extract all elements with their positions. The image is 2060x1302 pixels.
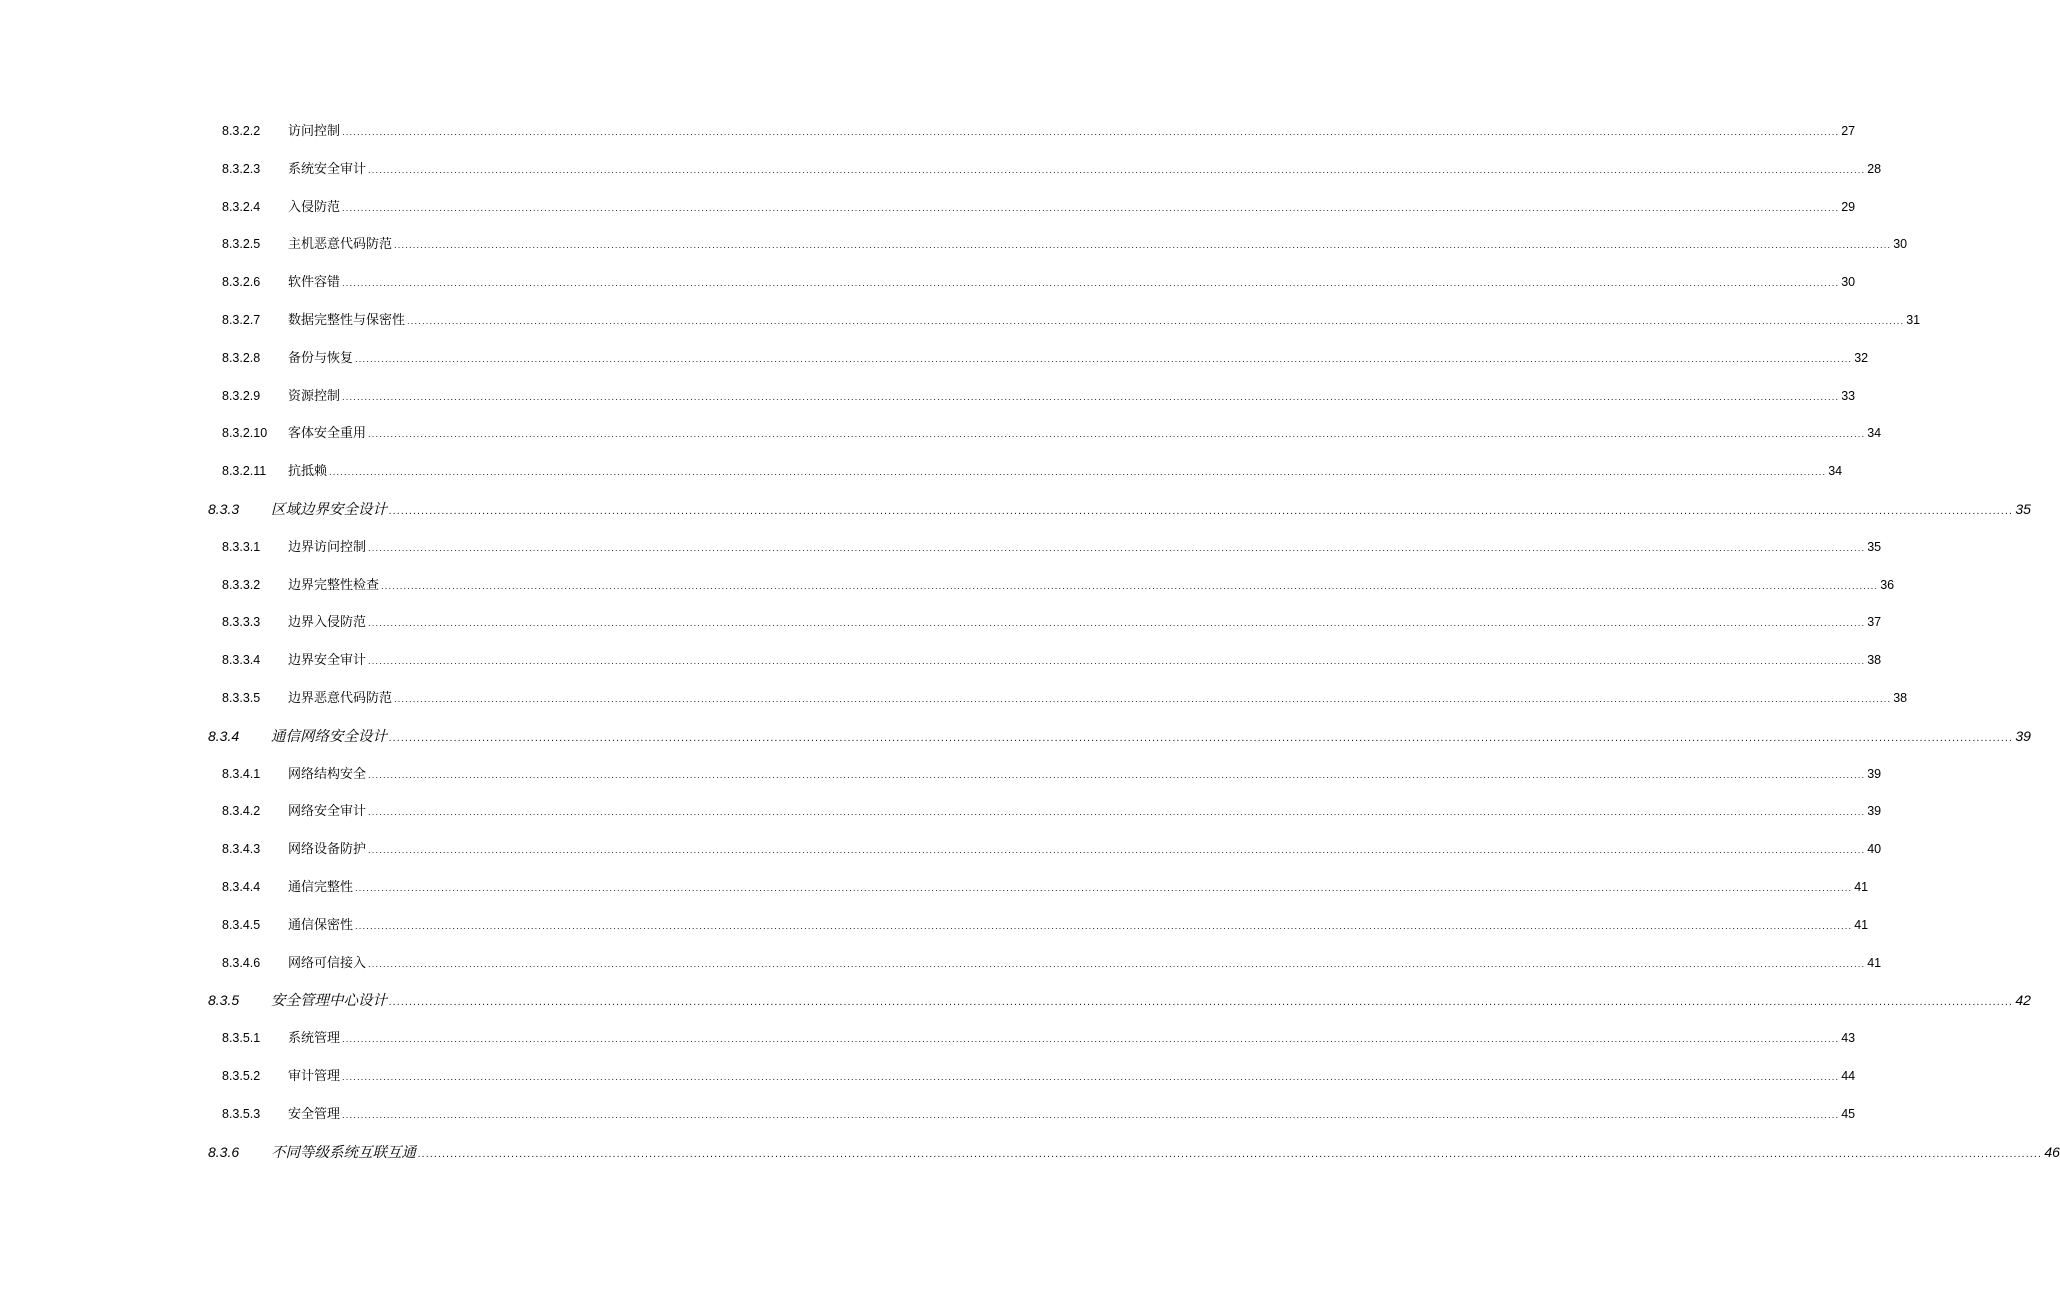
toc-entry-title: 备份与恢复	[288, 350, 354, 366]
toc-entry-title: 网络设备防护	[288, 842, 367, 858]
toc-leader-dots: ................................................................................................................................................................................................................................................................................................................................................................................................................	[368, 543, 1866, 553]
toc-leader-dots: ................................................................................................................................................................................................................................................................................................................................................................................................................	[368, 846, 1866, 856]
toc-entry-body	[288, 459, 1843, 485]
toc-entry[interactable]	[0, 875, 1869, 899]
toc-entry-number: 8.3.4.2	[222, 804, 261, 819]
toc-leader-dots: ................................................................................................................................................................................................................................................................................................................................................................................................................	[342, 203, 1840, 213]
toc-entry[interactable]	[0, 270, 1856, 294]
toc-leader-dots: ................................................................................................................................................................................................................................................................................................................................................................................................................	[329, 468, 1827, 478]
toc-entry-body	[271, 988, 2031, 1015]
toc-entry-number: 8.3.2.6	[222, 275, 261, 290]
toc-entry-page: 41	[1867, 955, 1882, 970]
toc-entry[interactable]	[0, 610, 1882, 634]
toc-entry-body	[288, 384, 1856, 410]
toc-entry-number: 8.3.5.2	[222, 1069, 261, 1083]
toc-entry-number: 8.3.2.2	[222, 124, 261, 138]
toc-leader-dots: ................................................................................................................................................................................................................................................................................................................................................................................................................	[342, 392, 1840, 402]
toc-entry-number: 8.3.3.3	[222, 615, 261, 630]
toc-leader-dots: ................................................................................................................................................................................................................................................................................................................................................................................................................	[389, 733, 2014, 744]
toc-entry[interactable]	[0, 195, 1856, 219]
toc-entry[interactable]	[0, 232, 1908, 256]
toc-entry-page: 29	[1841, 199, 1856, 214]
toc-entry-title: 审计管理	[288, 1069, 341, 1084]
toc-entry-body	[288, 799, 1882, 825]
toc-entry-number: 8.3.3.1	[222, 539, 261, 554]
toc-entry-page: 28	[1867, 161, 1882, 176]
toc-entry-body	[288, 762, 1882, 788]
toc-entry-body	[288, 573, 1895, 599]
toc-leader-dots: ................................................................................................................................................................................................................................................................................................................................................................................................................	[355, 921, 1853, 931]
toc-entry-title: 不同等级系统互联互通	[271, 1144, 416, 1161]
toc-entry-number: 8.3.4.5	[222, 917, 261, 932]
toc-entry-page: 30	[1841, 275, 1856, 290]
toc-entry-number: 8.3.4.3	[222, 842, 261, 857]
toc-entry-number: 8.3.2.4	[222, 199, 261, 214]
toc-entry-number: 8.3.3.5	[222, 691, 261, 705]
toc-entry[interactable]	[0, 837, 1882, 861]
toc-entry[interactable]	[0, 951, 1882, 975]
toc-entry-body	[288, 610, 1882, 636]
toc-entry-body	[288, 648, 1882, 674]
toc-entry-title: 通信完整性	[288, 880, 354, 895]
toc-entry[interactable]	[0, 988, 2031, 1012]
toc-leader-dots: ................................................................................................................................................................................................................................................................................................................................................................................................................	[368, 430, 1866, 440]
toc-entry-page: 38	[1893, 691, 1908, 705]
toc-entry-number: 8.3.4	[208, 727, 240, 744]
toc-entry-page: 34	[1828, 464, 1843, 479]
toc-leader-dots: ................................................................................................................................................................................................................................................................................................................................................................................................................	[355, 354, 1853, 364]
toc-entry-title: 数据完整性与保密性	[288, 313, 406, 328]
toc-leader-dots: ................................................................................................................................................................................................................................................................................................................................................................................................................	[368, 959, 1866, 969]
toc-entry-number: 8.3.6	[208, 1143, 240, 1160]
toc-leader-dots: ................................................................................................................................................................................................................................................................................................................................................................................................................	[342, 1073, 1840, 1082]
toc-entry-body	[288, 1102, 1856, 1128]
toc-entry-title: 边界恶意代码防范	[288, 691, 393, 706]
toc-entry-page: 35	[2015, 501, 2031, 517]
toc-entry-title: 安全管理中心设计	[271, 993, 387, 1010]
toc-leader-dots: ................................................................................................................................................................................................................................................................................................................................................................................................................	[342, 279, 1840, 289]
toc-entry-title: 系统安全审计	[288, 161, 367, 177]
toc-leader-dots: ................................................................................................................................................................................................................................................................................................................................................................................................................	[368, 657, 1866, 667]
toc-leader-dots: ................................................................................................................................................................................................................................................................................................................................................................................................................	[389, 507, 2014, 517]
toc-entry-title: 系统管理	[288, 1031, 341, 1047]
toc-entry-body	[271, 724, 2031, 751]
toc-entry-number: 8.3.2.11	[222, 464, 267, 479]
toc-entry[interactable]	[0, 1026, 1856, 1050]
toc-entry-page: 32	[1854, 350, 1869, 365]
toc-entry-page: 36	[1880, 577, 1895, 592]
toc-entry-body	[288, 913, 1869, 939]
toc-entry[interactable]	[0, 913, 1869, 937]
toc-entry[interactable]	[0, 384, 1856, 408]
toc-entry-body	[288, 195, 1856, 221]
toc-entry[interactable]	[0, 1140, 2060, 1164]
toc-entry-page: 31	[1906, 313, 1921, 327]
toc-entry-page: 44	[1841, 1069, 1856, 1083]
toc-leader-dots: ................................................................................................................................................................................................................................................................................................................................................................................................................	[394, 695, 1892, 704]
toc-entry-title: 安全管理	[288, 1106, 341, 1122]
toc-entry-page: 41	[1854, 880, 1869, 894]
toc-entry-page: 30	[1893, 237, 1908, 252]
toc-entry-page: 45	[1841, 1106, 1856, 1121]
toc-entry-title: 边界访问控制	[288, 539, 367, 555]
toc-entry-number: 8.3.4.1	[222, 766, 261, 781]
toc-entry-number: 8.3.5	[208, 992, 240, 1009]
toc-entry-number: 8.3.3.2	[222, 577, 261, 592]
toc-entry-body	[288, 270, 1856, 296]
toc-entry-number: 8.3.2.8	[222, 350, 261, 365]
toc-entry-number: 8.3.4.6	[222, 955, 261, 970]
toc-entry-title: 边界安全审计	[288, 653, 367, 669]
toc-entry-title: 客体安全重用	[288, 426, 367, 442]
toc-leader-dots: ................................................................................................................................................................................................................................................................................................................................................................................................................	[368, 770, 1866, 780]
toc-entry-body	[288, 119, 1856, 145]
toc-entry-page: 43	[1841, 1031, 1856, 1046]
toc-leader-dots: ................................................................................................................................................................................................................................................................................................................................................................................................................	[342, 1110, 1840, 1120]
toc-entry-number: 8.3.2.7	[222, 313, 261, 327]
toc-entry-body	[288, 157, 1882, 183]
toc-entry-title: 资源控制	[288, 388, 341, 404]
toc-leader-dots: ................................................................................................................................................................................................................................................................................................................................................................................................................	[389, 998, 2014, 1009]
toc-entry-body	[288, 951, 1882, 977]
toc-entry[interactable]	[0, 1064, 1856, 1088]
toc-entry-title: 抗抵赖	[288, 464, 328, 480]
toc-entry-page: 42	[2015, 992, 2031, 1009]
toc-leader-dots: ................................................................................................................................................................................................................................................................................................................................................................................................................	[381, 581, 1879, 591]
toc-entry-body	[288, 421, 1882, 447]
toc-entry-number: 8.3.2.3	[222, 161, 261, 176]
toc-entry-page: 38	[1867, 653, 1882, 668]
toc-entry-page: 41	[1854, 917, 1869, 932]
toc-entry-body	[288, 837, 1882, 863]
toc-entry[interactable]	[0, 157, 1882, 181]
toc-entry-page: 27	[1841, 124, 1856, 138]
toc-leader-dots: ................................................................................................................................................................................................................................................................................................................................................................................................................	[342, 1035, 1840, 1045]
toc-entry-page: 46	[2044, 1143, 2060, 1160]
toc-entry-title: 访问控制	[288, 124, 341, 139]
toc-entry-page: 39	[1867, 766, 1882, 781]
toc-entry-body	[271, 497, 2031, 524]
toc-entry[interactable]	[0, 119, 1856, 143]
toc-entry-page: 34	[1867, 426, 1882, 441]
toc-entry-body	[288, 1064, 1856, 1090]
toc-entry[interactable]	[0, 535, 1882, 559]
toc-entry[interactable]	[0, 686, 1908, 710]
toc-entry-body	[271, 1140, 2060, 1167]
toc-entry-number: 8.3.3.4	[222, 653, 261, 668]
toc-leader-dots: ................................................................................................................................................................................................................................................................................................................................................................................................................	[342, 128, 1840, 137]
toc-entry-title: 入侵防范	[288, 199, 341, 215]
toc-entry[interactable]	[0, 724, 2031, 748]
toc-entry[interactable]	[0, 308, 1921, 332]
toc-entry-page: 37	[1867, 615, 1882, 630]
toc-entry[interactable]	[0, 799, 1882, 823]
toc-entry-title: 边界完整性检查	[288, 577, 380, 593]
toc-entry-page: 39	[1867, 804, 1882, 819]
toc-entry-number: 8.3.2.9	[222, 388, 261, 403]
toc-entry-number: 8.3.2.5	[222, 237, 261, 252]
toc-entry-number: 8.3.2.10	[222, 426, 268, 441]
toc-entry-title: 主机恶意代码防范	[288, 237, 393, 253]
toc-entry-title: 软件容错	[288, 275, 341, 291]
toc-entry-page: 35	[1867, 539, 1882, 554]
toc-entry-number: 8.3.5.1	[222, 1031, 261, 1046]
toc-entry-title: 区域边界安全设计	[271, 502, 387, 518]
toc-entry[interactable]	[0, 762, 1882, 786]
toc-leader-dots: ................................................................................................................................................................................................................................................................................................................................................................................................................	[407, 317, 1905, 326]
toc-entry-body	[288, 346, 1869, 372]
toc-entry-title: 网络安全审计	[288, 804, 367, 820]
toc-leader-dots: ................................................................................................................................................................................................................................................................................................................................................................................................................	[368, 619, 1866, 629]
toc-entry-body	[288, 308, 1921, 334]
toc-entry-body	[288, 1026, 1856, 1052]
toc-entry[interactable]	[0, 497, 2031, 521]
toc-leader-dots: ................................................................................................................................................................................................................................................................................................................................................................................................................	[418, 1149, 2043, 1160]
toc-entry-body	[288, 686, 1908, 712]
toc-entry-title: 边界入侵防范	[288, 615, 367, 631]
toc-entry-body	[288, 535, 1882, 561]
toc-entry-page: 40	[1867, 842, 1882, 857]
toc-entry-title: 通信网络安全设计	[271, 728, 387, 745]
toc-leader-dots: ................................................................................................................................................................................................................................................................................................................................................................................................................	[355, 884, 1853, 893]
toc-leader-dots: ................................................................................................................................................................................................................................................................................................................................................................................................................	[394, 241, 1892, 251]
toc-entry-body	[288, 232, 1908, 258]
toc-entry[interactable]	[0, 648, 1882, 672]
toc-entry[interactable]	[0, 421, 1882, 445]
toc-entry-title: 通信保密性	[288, 917, 354, 933]
toc-entry[interactable]	[0, 346, 1869, 370]
toc-entry-title: 网络结构安全	[288, 766, 367, 782]
toc-entry-page: 39	[2015, 727, 2031, 744]
toc-entry-body	[288, 875, 1869, 901]
toc-entry[interactable]	[0, 459, 1843, 483]
toc-entry[interactable]	[0, 573, 1895, 597]
toc-entry-number: 8.3.3	[208, 501, 240, 517]
toc-entry-number: 8.3.4.4	[222, 880, 261, 894]
toc-entry-title: 网络可信接入	[288, 955, 367, 971]
toc-entry-page: 33	[1841, 388, 1856, 403]
toc-entry-number: 8.3.5.3	[222, 1106, 261, 1121]
toc-leader-dots: ................................................................................................................................................................................................................................................................................................................................................................................................................	[368, 808, 1866, 818]
toc-leader-dots: ................................................................................................................................................................................................................................................................................................................................................................................................................	[368, 165, 1866, 175]
toc-entry[interactable]	[0, 1102, 1856, 1126]
